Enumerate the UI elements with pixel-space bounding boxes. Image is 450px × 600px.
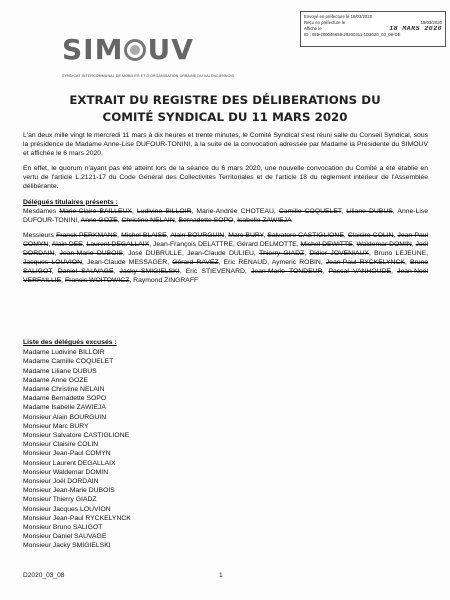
document-code: D2020_03_08 [23, 572, 65, 579]
delegate-name: Marc BURY [228, 231, 264, 239]
excused-item: Monsieur Jacky SMIGIELSKI [23, 542, 111, 550]
mesdames-prefix: Mesdames [23, 207, 57, 215]
delegate-name: Jean-Marie DUBOIS [59, 250, 123, 258]
delegate-name: Michel BLAISE [121, 231, 167, 239]
delegate-name: Michel DEWITTE [300, 240, 353, 248]
messieurs-prefix: Messieurs [23, 231, 54, 239]
delegate-name: Gérard DELMOTTE [236, 240, 297, 248]
delegate-name: Jean-Claude DULIEU [187, 250, 254, 258]
delegate-name: José DUBRULLE [128, 250, 182, 258]
excused-item: Monsieur Jean-Paul COMYN [23, 450, 111, 458]
document-title [40, 92, 410, 126]
delegate-name: Christine NELAIN [121, 216, 175, 224]
excused-item: Monsieur Jean-Marie DUBOIS [23, 487, 115, 495]
paragraph-quorum: En effet, le quorum n'ayant pas été atteint lors de la séance du 6 mars 2020, une nouvelle convocation du Comité a été établie en vertu de l'article L.2121-17 du Code Général des Collectivités Territoriales et de l'article 18 du règlement intérieur de l'Assemblée délibérante. [23, 165, 428, 191]
excused-item: Monsieur Jacques LOUVION [23, 505, 111, 513]
stamp-line-4: ID : 059-200046659-20200311-1D2020_03_08-DE [304, 32, 401, 37]
title-line-2: COMITÉ SYNDICAL DU 11 MARS 2020 [102, 110, 348, 124]
stamp-line-2-value: 18/03/2020 [420, 20, 442, 25]
delegate-name: Gérard RAVEZ [172, 259, 219, 267]
delegate-name: Ludivine BILLOIR [136, 207, 192, 215]
delegate-name: Jean-Paul RYCKELYNCK [325, 259, 405, 267]
delegate-name: Eric RENAUD [223, 259, 268, 267]
stamp-line-2-label: Reçu en préfecture le [304, 20, 346, 25]
delegate-name: Jacky SMIGIELSKI [119, 268, 180, 276]
excused-item: Monsieur Claisire COLIN [23, 441, 99, 449]
title-line-1: EXTRAIT DU REGISTRE DES DÉLIBERATIONS DU [69, 93, 381, 107]
stamp-line-1: Envoyé en préfecture le 18/03/2020 [304, 14, 373, 19]
excused-item: Madame Camille COQUELET [23, 358, 114, 366]
delegate-name: Didier JOVENIAUX [309, 250, 369, 258]
stamp-handwritten-date: 18 MARS 2020 [389, 26, 442, 32]
stamp-line-3-label: Affiché le [304, 26, 322, 31]
logo-text-left: SIM [62, 33, 124, 66]
logo-text-right: UV [147, 33, 194, 66]
delegate-name: Waldemar DOMIN [356, 240, 412, 248]
excused-item: Monsieur Salvatore CASTIGLIONE [23, 432, 130, 440]
delegate-name: Anne GOZE [80, 216, 118, 224]
excused-item: Monsieur Daniel SAUVAGE [23, 533, 107, 541]
logo-subtitle: SYNDICAT INTERCOMMUNAL DE MOBILITÉ ET D'ORGANISATION URBAINE DU VALENCIENNOIS [62, 74, 235, 78]
excused-item: Monsieur Thierry GIADZ [23, 496, 97, 504]
delegate-name: Bruno LEJEUNE [374, 250, 427, 258]
delegate-name: Liliane DUBUS [346, 207, 393, 215]
delegate-name: Raymond ZINGRAFF [133, 277, 199, 285]
delegate-name: Laurent DEGALLAIX [86, 240, 150, 248]
delegate-name: Joël DORDAIN [23, 240, 428, 258]
delegate-name: Jean-Paul COMYN [23, 231, 429, 248]
delegate-name: Camille COQUELET [278, 207, 342, 215]
delegate-name: Pascal VANHOUDE [328, 268, 392, 276]
delegate-name: Eric STIEVENARD [185, 268, 245, 276]
excused-item: Monsieur Waldemar DOMIN [23, 468, 109, 476]
excused-item: Monsieur Laurent DEGALLAIX [23, 459, 116, 467]
delegate-name: Aymeric ROBIN [271, 259, 321, 267]
excused-label: Liste des délégués excusés : [23, 339, 117, 346]
delegate-name: Jean-Marie TONDEUR [250, 268, 323, 276]
mesdames-presence-list: Mesdames Marie-Claire BAILLEUX, Ludivine BILLOIR, Marie-Andrée CHOTEAU, Camille COQUELET, Liliane DUBUS, Anne-Lise DUFOUR-TONINI, Anne GOZE, Christine NELAIN, Bernadette SOPO, Isabelle ZAWIEJA [23, 207, 429, 224]
messieurs-presence-list: Messieurs Franck PERKMANS, Michel BLAISE, Alain BOURGUIN, Marc BURY, Salvatore CASTIGLIONE, Claisire COLIN, Jean-Paul COMYN, Alain DEE, Laurent DEGALLAIX, Jean-François DELATTRE, Gérard DELMOTTE, Michel DEWITTE, Waldemar DOMIN, Joël DORDAIN, Jean-Marie DUBOIS, José DUBRULLE, Jean-Claude DULIEU, Thierry GIADZ, Didier JOVENIAUX, Bruno LEJEUNE, Jacques LOUVION, Jean-Claude MESSAGER, Gérard RAVEZ, Eric RENAUD, Aymeric ROBIN, Jean-Paul RYCKELYNCK, Bruno SALIGOT, Daniel SAUVAGE, Jacky SMIGIELSKI, Eric STIEVENARD, Jean-Marie TONDEUR, Pascal VANHOUDE, Jean-Noël VERFAILLIE, Francis WOITOWICZ, Raymond ZINGRAFF [23, 231, 429, 285]
delegate-name: Thierry GIADZ [258, 250, 305, 258]
page-number: 1 [219, 572, 223, 579]
delegate-name: Anne-Lise DUFOUR-TONINI [23, 207, 429, 224]
delegate-name: Francis WOITOWICZ [64, 277, 130, 285]
excused-item: Monsieur Jean-Paul RYCKELYNCK [23, 514, 131, 522]
delegate-name: Bruno SALIGOT [23, 259, 429, 276]
excused-item: Monsieur Bruno SALIGOT [23, 524, 103, 532]
excused-item: Monsieur Alain BOURGUIN [23, 413, 107, 421]
titulaires-label: Délégués titulaires présents : [23, 198, 118, 206]
excused-delegates-list [23, 338, 223, 551]
delegate-name: Bernadette SOPO [178, 216, 234, 224]
excused-item: Madame Ludivine BILLOIR [23, 349, 105, 357]
excused-item: Monsieur Marc BURY [23, 422, 89, 430]
delegate-name: Isabelle ZAWIEJA [237, 216, 292, 224]
delegate-name: Jean-Claude MESSAGER [87, 259, 168, 267]
delegate-name: Salvatore CASTIGLIONE [267, 231, 344, 239]
simouv-logo [62, 33, 262, 73]
delegate-name: Jean-François DELATTRE [153, 240, 233, 248]
excused-item: Madame Christine NELAIN [23, 386, 105, 394]
excused-item: Madame Liliane DUBUS [23, 367, 97, 375]
delegate-name: Claisire COLIN [347, 231, 394, 239]
excused-item: Monsieur Joël DORDAIN [23, 478, 99, 486]
logo-circle-icon [124, 39, 146, 61]
document-body [23, 131, 428, 291]
excused-item: Madame Isabelle ZAWIEJA [23, 404, 106, 412]
delegate-name: Marie-Andrée CHOTEAU [196, 207, 274, 215]
prefecture-stamp [300, 11, 446, 47]
excused-item: Madame Anne GOZE [23, 376, 88, 384]
delegate-name: Marie-Claire BAILLEUX [59, 207, 132, 215]
paragraph-convocation: L'an deux mille vingt le mercredi 11 mars à dix heures et trente minutes, le Comité Syndical s'est réuni salle du Conseil Syndical, sous la présidence de Madame Anne-Lise DUFOUR-TONINI, à la suite de la convocation adressée par Madame la Présidente du SIMOUV et affichée le 6 mars 2020. [23, 132, 428, 158]
delegate-name: Daniel SAUVAGE [57, 268, 114, 276]
delegate-name: Jean-Noël VERFAILLIE [23, 268, 429, 285]
delegate-name: Franck PERKMANS [56, 231, 118, 239]
delegate-name: Alain BOURGUIN [170, 231, 225, 239]
excused-item: Madame Bernadette SOPO [23, 395, 107, 403]
delegate-name: Alain DEE [51, 240, 83, 248]
delegate-name: Jacques LOUVION [23, 259, 83, 267]
